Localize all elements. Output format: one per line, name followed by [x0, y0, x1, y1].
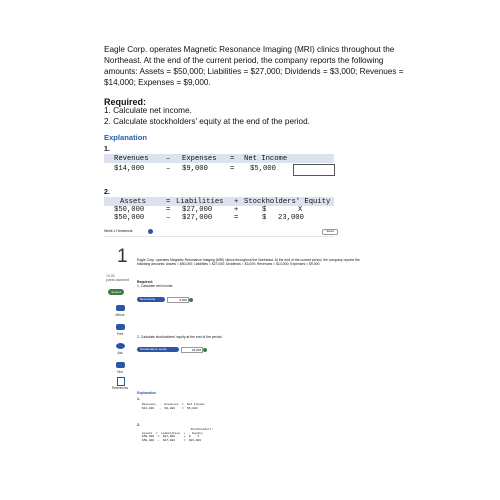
embedded-part1-table: Revenues – Expenses = Net Income $14,000 – $9,000 = $5,000: [142, 403, 205, 410]
sidebar-item-ebook[interactable]: eBook: [115, 313, 125, 317]
scored-button[interactable]: Scored: [108, 289, 124, 295]
sidebar-item-ask[interactable]: Ask: [117, 351, 123, 355]
print-icon[interactable]: [116, 324, 125, 330]
header-minus: –: [166, 155, 171, 163]
homework-top-bar: [104, 228, 334, 237]
row2-equals: =: [234, 214, 239, 222]
value-revenues: $14,000: [114, 165, 145, 173]
row2-minus: –: [166, 214, 171, 222]
embedded-req2: 2. Calculate stockholders' equity at the end of the period.: [137, 335, 223, 339]
part2-header-row: [104, 197, 334, 206]
header-revenues: Revenues: [114, 155, 149, 163]
part1-header-row: [104, 154, 334, 163]
header-stockholders-equity: Stockholders' Equity: [244, 198, 331, 206]
embedded-part2-number: 2.: [137, 423, 140, 427]
required-list: [104, 106, 310, 127]
required-item-2: 2. Calculate stockholders' equity at the end of the period.: [104, 116, 310, 126]
row1-equals: =: [166, 206, 171, 214]
embedded-explanation-heading: Explanation: [137, 391, 157, 395]
row1-x: X: [298, 206, 303, 214]
part2-row-2: [104, 214, 334, 223]
header-liabilities: Liabilities: [176, 198, 224, 206]
header-assets: Assets: [120, 198, 146, 206]
required-item-1: 1. Calculate net income.: [104, 106, 192, 115]
embedded-required-heading: Required:: [137, 280, 153, 284]
sidebar-item-references[interactable]: References: [111, 386, 129, 390]
value-equals: =: [230, 165, 235, 173]
header-plus: +: [234, 198, 239, 206]
part2-number: 2.: [104, 189, 110, 196]
problem-statement: Eagle Corp. operates Magnetic Resonance Imaging (MRI) clinics throughout the Northeast. At the end of the current period, the company reports the following amounts: Assets = $50,000; Liabilities = $27,000; Dividends = $3,000; Revenues = $14,000; Expenses = $9,000.: [104, 45, 404, 87]
se-input[interactable]: 23,000: [181, 347, 203, 353]
check-icon: [189, 298, 193, 302]
row2-assets: $50,000: [114, 214, 145, 222]
row1-liabilities: $27,000: [182, 206, 213, 214]
row1-assets: $50,000: [114, 206, 145, 214]
sidebar-item-hint[interactable]: Hint: [117, 370, 123, 374]
hint-icon[interactable]: [116, 362, 125, 368]
header-net-income: Net Income: [244, 155, 288, 163]
part1-number: 1.: [104, 146, 110, 153]
row1-plus: +: [234, 206, 239, 214]
value-minus: –: [166, 165, 171, 173]
header-equals: =: [230, 155, 235, 163]
row1-dollar: $: [262, 206, 267, 214]
embedded-req1: 1. Calculate net income.: [137, 284, 174, 288]
homework-title: Week 1 Homework: [104, 229, 133, 233]
header-equals: =: [166, 198, 171, 206]
row2-liabilities: $27,000: [182, 214, 213, 222]
saved-button[interactable]: Saved: [322, 229, 338, 235]
value-expenses: $9,000: [182, 165, 208, 173]
embedded-part2-table: Stockholders' Assets = Liabilities + Equity $50,000 = $27,000 + $ X $50,000 – $27,000 = $23,000: [142, 428, 214, 442]
embedded-problem-text: Eagle Corp. operates Magnetic Resonance Imaging (MRI) clinics throughout the Northeast. At the end of the current period, the company reports the following amounts: Assets = $50,000; Liabilities = $27,000; Dividends = $3,000; Revenues = $14,000; Expenses = $9,000.: [137, 258, 360, 267]
embedded-part1-number: 1.: [137, 397, 140, 401]
required-heading: Required:: [104, 97, 147, 107]
net-income-label: Net income: [137, 297, 165, 302]
row2-dollar: $: [262, 214, 267, 222]
value-net-income: $5,000: [250, 165, 276, 173]
se-label: Stockholders' equity: [137, 347, 179, 352]
check-icon: [203, 348, 207, 352]
points-awarded: 10.00 points awarded: [106, 274, 129, 283]
explanation-heading: Explanation: [104, 133, 148, 142]
net-income-input[interactable]: 5,000: [167, 297, 189, 303]
header-expenses: Expenses: [182, 155, 217, 163]
question-number: 1: [117, 246, 128, 267]
row2-equity: 23,000: [278, 214, 304, 222]
references-icon[interactable]: [117, 377, 125, 386]
book-icon[interactable]: [116, 305, 125, 311]
answer-box[interactable]: [293, 164, 335, 176]
ask-icon[interactable]: [116, 343, 125, 349]
sidebar-item-print[interactable]: Print: [116, 332, 124, 336]
info-icon[interactable]: [148, 229, 153, 234]
